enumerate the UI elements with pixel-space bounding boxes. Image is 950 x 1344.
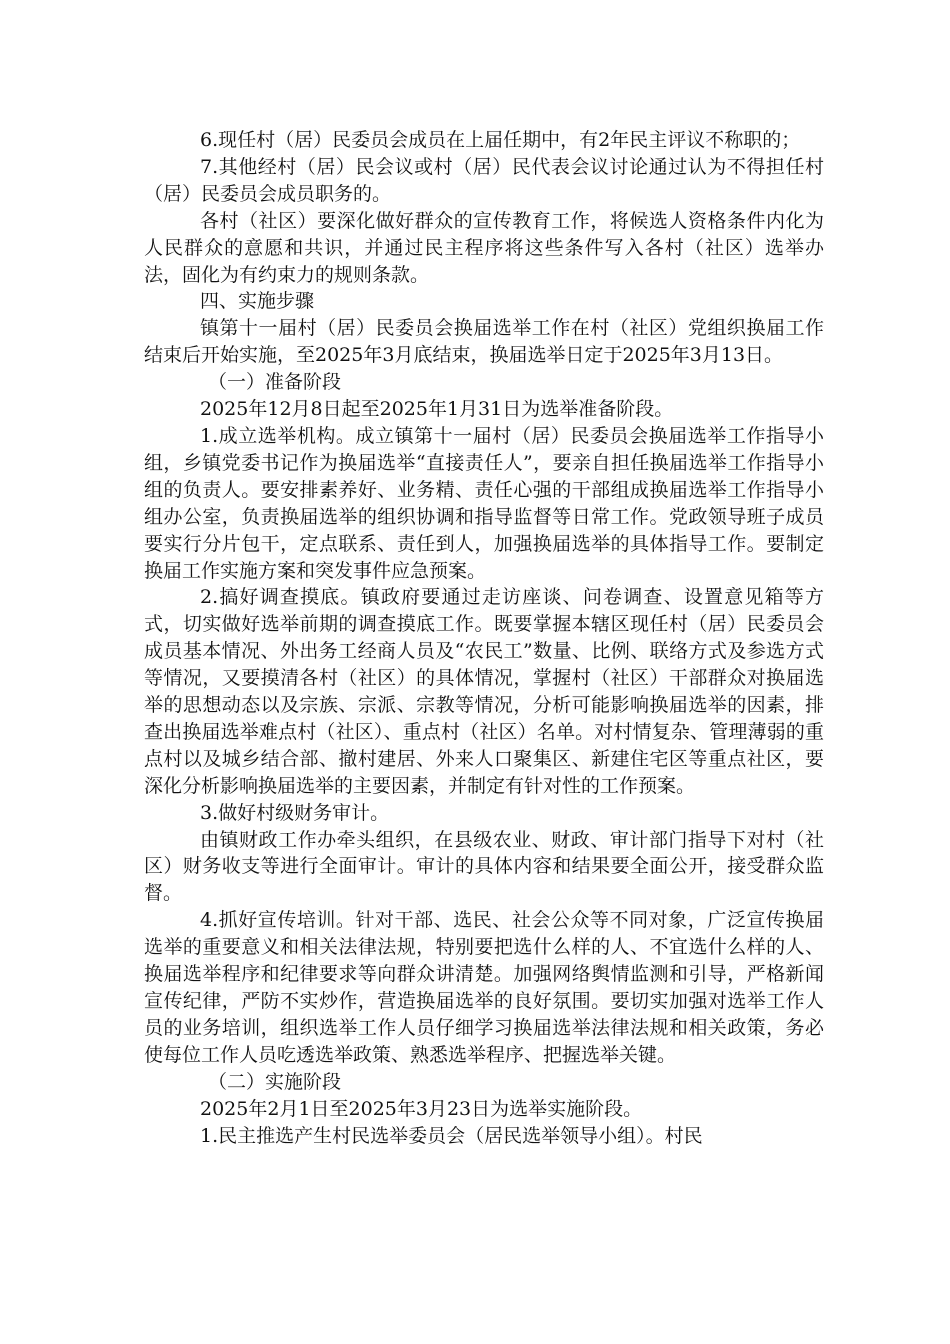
subsection-heading: （二）实施阶段 (208, 1070, 342, 1093)
document-body (144, 127, 824, 1149)
paragraph: 2025年12月8日起至2025年1月31日为选举准备阶段。 (200, 398, 674, 421)
section-heading: 四、实施步骤 (200, 290, 315, 313)
paragraph: 1.民主推选产生村民选举委员会（居民选举领导小组）。村民 (200, 1124, 703, 1147)
paragraph: 2.搞好调查摸底。镇政府要通过走访座谈、问卷调查、设置意见箱等方式，切实做好选举前期的调查摸底工作。既要掌握本辖区现任村（居）民委员会成员基本情况、外出务工经商人员及“农民工”数量、比例、联络方式及参选方式等情况，又要摸清各村（社区）的具体情况，掌握村（社区）干部群众对换届选举的思想动态以及宗族、宗派、宗教等情况，分析可能影响换届选举的因素，排查出换届选举难点村（社区）、重点村（社区）名单。对村情复杂、管理薄弱的重点村以及城乡结合部、撤村建居、外来人口聚集区、新建住宅区等重点社区，要深化分析影响换届选举的主要因素，并制定有针对性的工作预案。 (144, 586, 824, 797)
subsection-heading: （一）准备阶段 (208, 371, 342, 394)
paragraph: 各村（社区）要深化做好群众的宣传教育工作，将候选人资格条件内化为人民群众的意愿和共识，并通过民主程序将这些条件写入各村（社区）选举办法，固化为有约束力的规则条款。 (144, 209, 824, 286)
paragraph: 由镇财政工作办牵头组织，在县级农业、财政、审计部门指导下对村（社区）财务收支等进行全面审计。审计的具体内容和结果要全面公开，接受群众监督。 (144, 828, 824, 905)
paragraph: 3.做好村级财务审计。 (200, 801, 390, 824)
paragraph: 6.现任村（居）民委员会成员在上届任期中，有2年民主评议不称职的； (200, 129, 801, 151)
paragraph: 7.其他经村（居）民会议或村（居）民代表会议讨论通过认为不得担任村（居）民委员会成员职务的。 (144, 155, 824, 205)
paragraph: 4.抓好宣传培训。针对干部、选民、社会公众等不同对象，广泛宣传换届选举的重要意义和相关法律法规，特别要把选什么样的人、不宜选什么样的人、换届选举程序和纪律要求等向群众讲清楚。加强网络舆情监测和引导，严格新闻宣传纪律，严防不实炒作，营造换届选举的良好氛围。要切实加强对选举工作人员的业务培训，组织选举工作人员仔细学习换届选举法律法规和相关政策，务必使每位工作人员吃透选举政策、熟悉选举程序、把握选举关键。 (144, 909, 824, 1066)
paragraph: 2025年2月1日至2025年3月23日为选举实施阶段。 (200, 1097, 643, 1120)
paragraph: 1.成立选举机构。成立镇第十一届村（居）民委员会换届选举工作指导小组，乡镇党委书记作为换届选举“直接责任人”，要亲自担任换届选举工作指导小组的负责人。要安排素养好、业务精、责任心强的干部组成换届选举工作指导小组办公室，负责换届选举的组织协调和指导监督等日常工作。党政领导班子成员要实行分片包干，定点联系、责任到人，加强换届选举的具体指导工作。要制定换届工作实施方案和突发事件应急预案。 (144, 424, 824, 582)
paragraph: 镇第十一届村（居）民委员会换届选举工作在村（社区）党组织换届工作结束后开始实施，至2025年3月底结束，换届选举日定于2025年3月13日。 (144, 317, 824, 367)
